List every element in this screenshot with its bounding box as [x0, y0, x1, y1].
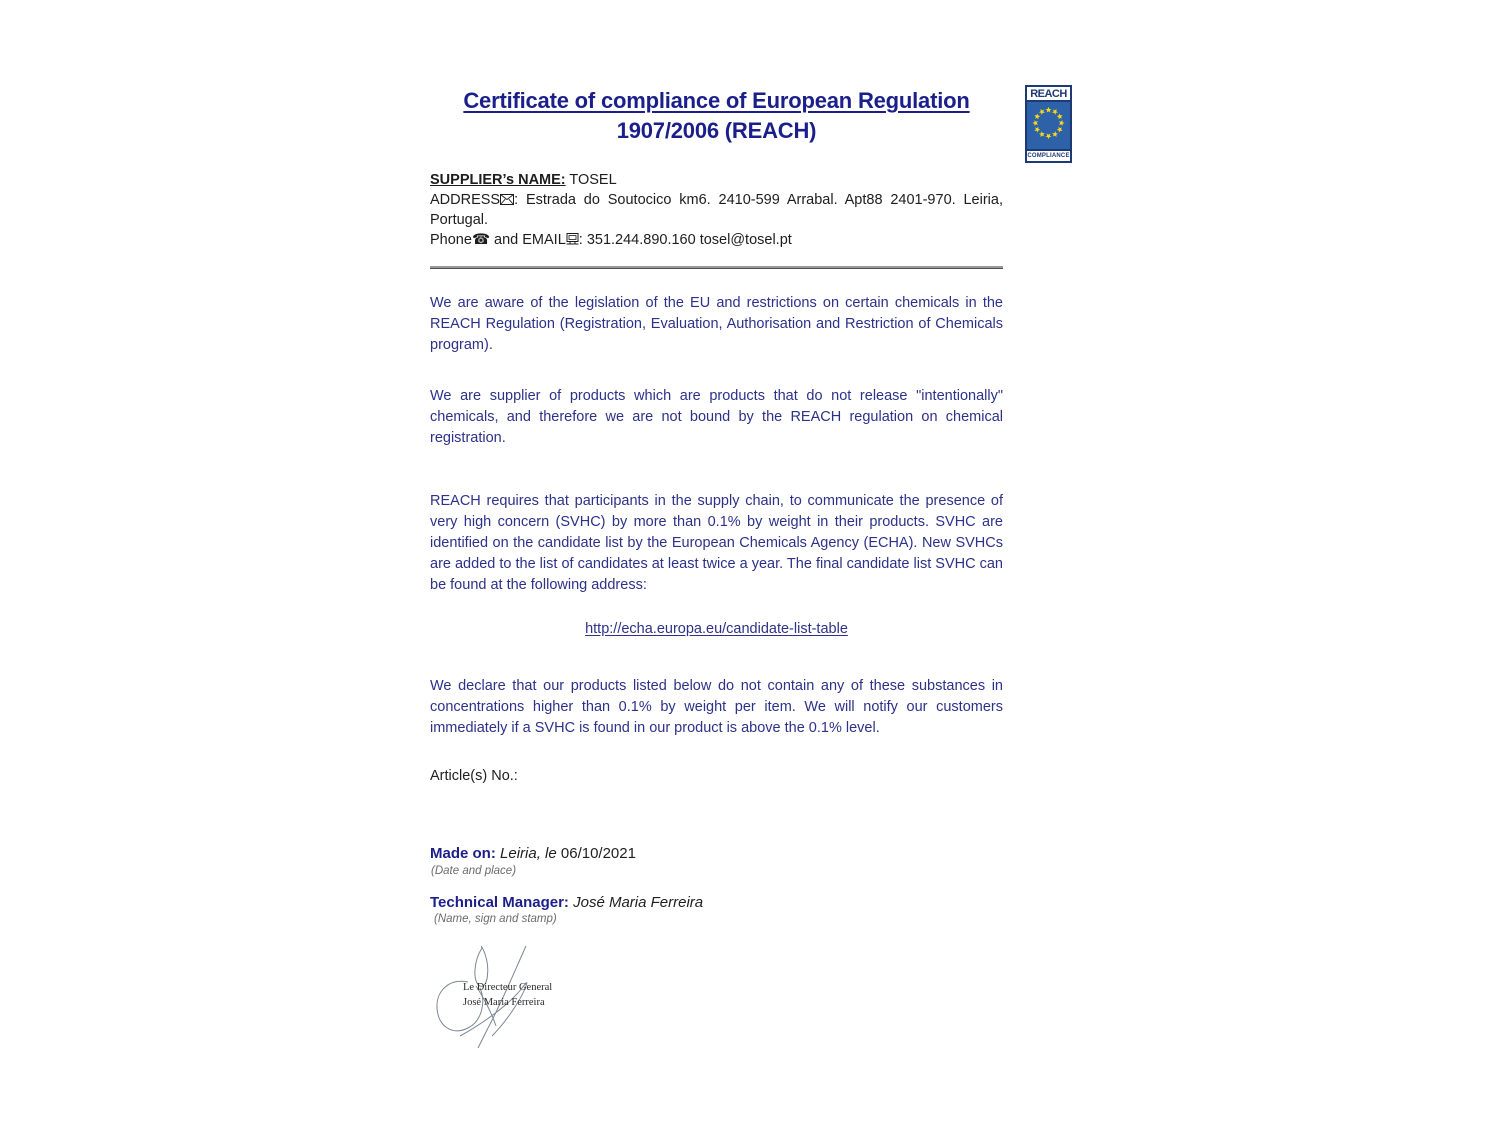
paragraph-supplier-statement: We are supplier of products which are products that do not release "intentionally" chemicals, and therefore we are not bound by the REACH regulation on chemical registration.	[430, 388, 1003, 446]
technical-manager-label: Technical Manager:	[430, 894, 569, 911]
computer-icon	[566, 232, 579, 252]
certificate-document	[430, 0, 1075, 1125]
and-email-label: and EMAIL	[490, 231, 566, 248]
address-label: ADDRESS	[430, 191, 501, 208]
date-place-caption: (Date and place)	[431, 865, 517, 877]
document-title	[430, 86, 1003, 146]
reach-logo-label: REACH	[1027, 87, 1070, 102]
signature-stamp-text	[463, 980, 552, 1010]
technical-manager-name: José Maria Ferreira	[568, 894, 704, 911]
signature-block	[430, 940, 580, 1055]
supplier-name-line	[430, 171, 1003, 191]
paragraph-reach-requirements: REACH requires that participants in the supply chain, to communicate the presence of very high concern (SVHC) by more than 0.1% by weight in their products. SVHC are identified on the candidate list by the European Chemicals Agency (ECHA). New SVHCs are added to the list of candidates at least twice a year. The final candidate list SVHC can be found at the following address:	[430, 493, 1003, 593]
reach-logo-compliance-label: COMPLIANCE	[1027, 149, 1070, 161]
envelope-icon	[500, 192, 514, 212]
signature-title: Le Directeur General	[463, 982, 553, 993]
eu-stars-icon	[1027, 102, 1070, 144]
made-on-place: Leiria, le	[495, 845, 557, 862]
phone-label: Phone	[430, 231, 472, 248]
signature-name: José Maria Ferreira	[463, 997, 545, 1008]
title-line-1: Certificate of compliance of European Regulation	[463, 88, 970, 113]
supplier-name-value: TOSEL	[565, 172, 617, 188]
reach-compliance-logo	[1025, 85, 1072, 163]
supplier-address-line	[430, 191, 1003, 231]
supplier-block	[430, 171, 1003, 251]
candidate-list-link[interactable]: http://echa.europa.eu/candidate-list-table	[585, 621, 848, 637]
candidate-list-link-line	[430, 620, 1003, 638]
made-on-date: 06/10/2021	[556, 845, 636, 862]
paragraph-awareness: We are aware of the legislation of the EU and restrictions on certain chemicals in the REACH Regulation (Registration, Evaluation, Authorisation and Restriction of Chemicals program).	[430, 295, 1003, 353]
technical-manager-line	[430, 894, 703, 912]
title-line-2: 1907/2006 (REACH)	[616, 118, 817, 143]
address-value: : Estrada do Soutocico km6. 2410-599 Arrabal. Apt88 2401-970. Leiria, Portugal.	[430, 191, 1003, 228]
articles-no-label: Article(s) No.:	[430, 768, 518, 784]
made-on-line	[430, 845, 636, 863]
made-on-label: Made on:	[430, 845, 496, 862]
paragraph-declaration: We declare that our products listed below do not contain any of these substances in concentrations higher than 0.1% by weight per item. We will notify our customers immediately if a SVHC is found in our product is above the 0.1% level.	[430, 678, 1003, 736]
phone-icon: ☎	[471, 231, 490, 248]
supplier-contact-line	[430, 231, 1003, 252]
supplier-name-label: SUPPLIER’s NAME:	[430, 172, 566, 188]
name-sign-stamp-caption: (Name, sign and stamp)	[434, 913, 557, 925]
contact-value: : 351.244.890.160 tosel@tosel.pt	[578, 231, 792, 248]
eu-stars-field	[1027, 102, 1070, 149]
divider-rule	[430, 266, 1003, 269]
